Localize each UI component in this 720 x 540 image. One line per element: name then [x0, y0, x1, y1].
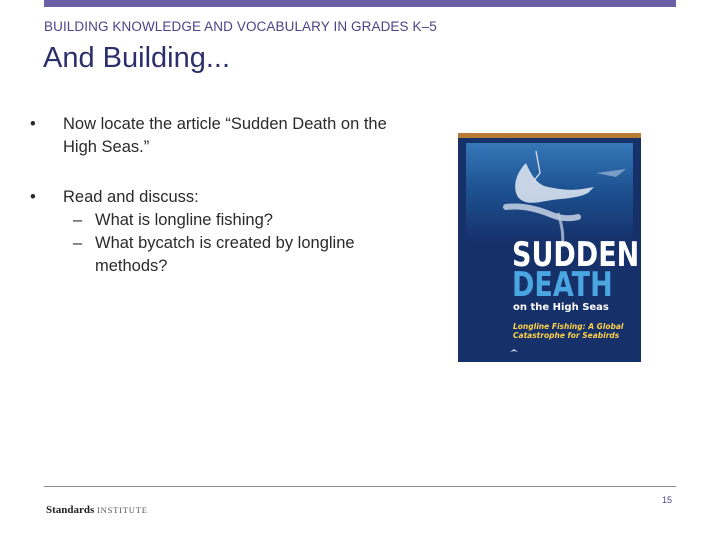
cover-title-line3: on the High Seas — [513, 302, 609, 313]
slide-body — [30, 113, 420, 278]
bullet-text: Read and discuss: — [63, 188, 199, 206]
logo-suffix: INSTITUTE — [97, 505, 148, 515]
top-accent-bar — [44, 0, 676, 7]
sub-bullet-text: What is longline fishing? — [95, 211, 273, 229]
dash-glyph: – — [73, 211, 83, 229]
cover-top-stripe — [458, 133, 641, 138]
cover-tagline: Longline Fishing: A Global Catastrophe for Seabirds — [513, 322, 624, 340]
cover-title-line1: SUDDEN — [512, 236, 640, 275]
dash-glyph: – — [73, 234, 83, 252]
slide-title: And Building... — [43, 42, 231, 74]
bullet-item — [30, 113, 420, 159]
footer-divider — [44, 486, 676, 487]
bird-logo-icon — [510, 349, 518, 355]
bullet-glyph: • — [30, 115, 36, 133]
bullet-glyph: • — [30, 188, 36, 206]
bullet-text: Now locate the article “Sudden Death on the High Seas.” — [63, 115, 387, 156]
course-header: BUILDING KNOWLEDGE AND VOCABULARY IN GRADES K–5 — [44, 19, 437, 34]
standards-institute-logo — [46, 504, 148, 516]
bullet-item — [30, 186, 420, 209]
sub-bullet-item — [30, 232, 420, 278]
cover-title-line2: DEATH — [512, 266, 613, 305]
logo-word: Standards — [46, 504, 95, 516]
page-number: 15 — [662, 495, 673, 505]
sub-bullet-item — [30, 209, 420, 232]
sub-bullet-text: What bycatch is created by longline methods? — [95, 234, 355, 275]
